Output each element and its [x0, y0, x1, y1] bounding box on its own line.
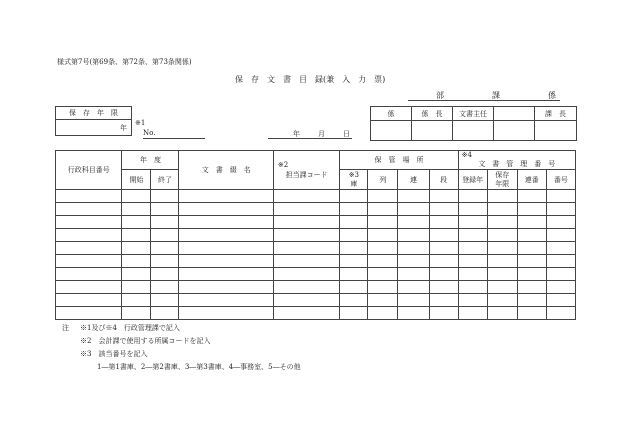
table-cell[interactable] [56, 242, 122, 255]
table-cell[interactable] [429, 307, 458, 320]
table-cell[interactable] [398, 307, 429, 320]
table-cell[interactable] [179, 242, 273, 255]
note-1: ※1及び※4 行政管理課で記入 [80, 324, 180, 332]
table-cell[interactable] [151, 229, 179, 242]
table-cell[interactable] [458, 281, 487, 294]
table-cell[interactable] [429, 229, 458, 242]
table-cell[interactable] [487, 216, 517, 229]
table-cell[interactable] [398, 268, 429, 281]
form-title: 保 存 文 書 目 録(兼 入 力 票) [235, 75, 386, 84]
approval-header-kakari: 係 [371, 107, 412, 121]
table-cell[interactable] [273, 190, 339, 203]
table-cell[interactable] [368, 307, 398, 320]
table-cell[interactable] [340, 216, 368, 229]
header-retention-period-1: 保存 [495, 170, 510, 179]
table-cell[interactable] [487, 268, 517, 281]
table-cell[interactable] [546, 203, 575, 216]
note-2: ※2 会計課で使用する所属コードを記入 [80, 337, 211, 345]
table-cell[interactable] [56, 216, 122, 229]
table-cell[interactable] [179, 229, 273, 242]
approval-header-blank [494, 107, 535, 121]
form-reference: 様式第7号(第69条、第72条、第73条関係) [57, 58, 192, 66]
table-cell[interactable] [398, 190, 429, 203]
no-underline [143, 138, 205, 139]
table-cell[interactable] [151, 294, 179, 307]
table-cell[interactable] [517, 307, 546, 320]
table-row [56, 216, 576, 229]
table-cell[interactable] [458, 242, 487, 255]
table-row [56, 255, 576, 268]
table-cell[interactable] [546, 281, 575, 294]
header-doc-mgmt [458, 151, 575, 170]
table-cell[interactable] [429, 294, 458, 307]
table-cell[interactable] [368, 268, 398, 281]
header-column: 列 [368, 170, 398, 190]
table-cell[interactable] [122, 190, 151, 203]
table-cell[interactable] [273, 229, 339, 242]
table-cell[interactable] [517, 242, 546, 255]
approval-grid [370, 106, 577, 141]
table-cell[interactable] [546, 268, 575, 281]
table-cell[interactable] [122, 242, 151, 255]
table-cell[interactable] [368, 216, 398, 229]
table-cell[interactable] [122, 216, 151, 229]
approval-stamp-kakaricho[interactable] [412, 121, 453, 141]
header-mark-3: ※3 [348, 170, 360, 179]
table-cell[interactable] [398, 294, 429, 307]
table-cell[interactable] [546, 255, 575, 268]
table-cell[interactable] [179, 190, 273, 203]
dept-ka-label: 課 [492, 91, 500, 100]
table-cell[interactable] [458, 255, 487, 268]
table-cell[interactable] [517, 203, 546, 216]
retention-year-cell[interactable] [56, 120, 132, 136]
header-shelf: 連 [398, 170, 429, 190]
table-cell[interactable] [429, 190, 458, 203]
date-day: 日 [343, 130, 350, 138]
date-underline [268, 138, 352, 139]
note-mark-1: ※1 [135, 119, 146, 127]
table-cell[interactable] [487, 229, 517, 242]
table-cell[interactable] [56, 307, 122, 320]
table-cell[interactable] [546, 294, 575, 307]
header-mark-4: ※4 [461, 151, 472, 159]
table-cell[interactable] [368, 294, 398, 307]
dept-bu-label: 部 [436, 91, 444, 100]
table-cell[interactable] [368, 281, 398, 294]
table-cell[interactable] [179, 294, 273, 307]
header-start: 開始 [122, 170, 151, 190]
header-serial: 連番 [517, 170, 546, 190]
table-cell[interactable] [487, 294, 517, 307]
header-reg-year: 登録年 [458, 170, 487, 190]
table-cell[interactable] [56, 190, 122, 203]
table-cell[interactable] [368, 229, 398, 242]
header-subject-code: 行政科目番号 [56, 151, 122, 190]
table-cell[interactable] [487, 255, 517, 268]
header-tier: 段 [429, 170, 458, 190]
no-label: No. [143, 129, 156, 137]
table-cell[interactable] [546, 216, 575, 229]
dept-underline [408, 100, 560, 101]
table-cell[interactable] [368, 242, 398, 255]
table-cell[interactable] [179, 203, 273, 216]
table-cell[interactable] [151, 281, 179, 294]
table-cell[interactable] [151, 190, 179, 203]
table-cell[interactable] [340, 255, 368, 268]
table-cell[interactable] [429, 281, 458, 294]
table-cell[interactable] [458, 268, 487, 281]
table-cell[interactable] [273, 294, 339, 307]
table-cell[interactable] [398, 281, 429, 294]
table-cell[interactable] [273, 216, 339, 229]
table-row [56, 281, 576, 294]
table-cell[interactable] [56, 294, 122, 307]
table-cell[interactable] [517, 229, 546, 242]
header-warehouse [340, 170, 368, 190]
table-row [56, 268, 576, 281]
table-cell[interactable] [273, 268, 339, 281]
table-cell[interactable] [487, 307, 517, 320]
table-cell[interactable] [487, 203, 517, 216]
approval-stamp-blank[interactable] [494, 121, 535, 141]
note-3: ※3 該当番号を記入 [80, 350, 148, 358]
table-cell[interactable] [429, 216, 458, 229]
table-cell[interactable] [122, 229, 151, 242]
table-cell[interactable] [398, 255, 429, 268]
table-cell[interactable] [458, 216, 487, 229]
header-doc-name: 文 書 綴 名 [179, 151, 273, 190]
table-cell[interactable] [398, 216, 429, 229]
document-list-table [55, 150, 576, 320]
table-cell[interactable] [340, 242, 368, 255]
table-cell[interactable] [122, 268, 151, 281]
table-cell[interactable] [151, 203, 179, 216]
note-4: 1―第1書庫、2―第2書庫、3―第3書庫、4―事務室、5―その他 [97, 363, 301, 371]
table-cell[interactable] [340, 281, 368, 294]
header-retention-period-2: 年限 [495, 179, 510, 188]
table-cell[interactable] [429, 203, 458, 216]
table-cell[interactable] [151, 216, 179, 229]
table-row [56, 229, 576, 242]
table-cell[interactable] [517, 281, 546, 294]
table-cell[interactable] [340, 190, 368, 203]
table-cell[interactable] [273, 281, 339, 294]
header-retention-period [487, 170, 517, 190]
table-cell[interactable] [398, 203, 429, 216]
table-cell[interactable] [546, 242, 575, 255]
table-cell[interactable] [487, 190, 517, 203]
table-cell[interactable] [122, 294, 151, 307]
approval-header-kacho: 課 長 [535, 107, 577, 121]
table-cell[interactable] [546, 190, 575, 203]
table-cell[interactable] [151, 242, 179, 255]
header-warehouse-label: 庫 [350, 179, 358, 188]
table-cell[interactable] [151, 268, 179, 281]
table-cell[interactable] [122, 203, 151, 216]
approval-stamp-bunsho-shunin[interactable] [453, 121, 494, 141]
table-cell[interactable] [487, 242, 517, 255]
table-cell[interactable] [273, 307, 339, 320]
retention-label: 保 存 年 限 [56, 107, 132, 120]
approval-header-kakaricho: 係 長 [412, 107, 453, 121]
table-cell[interactable] [340, 229, 368, 242]
table-cell[interactable] [517, 190, 546, 203]
table-cell[interactable] [56, 255, 122, 268]
retention-box [55, 106, 132, 136]
table-cell[interactable] [56, 268, 122, 281]
table-cell[interactable] [429, 268, 458, 281]
table-cell[interactable] [340, 203, 368, 216]
table-cell[interactable] [179, 255, 273, 268]
approval-stamp-kakari[interactable] [371, 121, 412, 141]
table-cell[interactable] [368, 203, 398, 216]
table-cell[interactable] [517, 294, 546, 307]
table-row [56, 203, 576, 216]
table-cell[interactable] [546, 307, 575, 320]
table-cell[interactable] [458, 294, 487, 307]
table-row [56, 307, 576, 320]
table-cell[interactable] [487, 281, 517, 294]
header-charge-code-label: 担当課コード [285, 171, 328, 179]
table-cell[interactable] [56, 203, 122, 216]
approval-header-bunsho-shunin: 文書主任 [453, 107, 494, 121]
table-cell[interactable] [340, 294, 368, 307]
table-cell[interactable] [122, 307, 151, 320]
table-cell[interactable] [368, 190, 398, 203]
table-cell[interactable] [458, 190, 487, 203]
table-row [56, 242, 576, 255]
header-doc-mgmt-label: 文 書 管 理 番 号 [478, 160, 556, 168]
table-cell[interactable] [458, 307, 487, 320]
table-row [56, 294, 576, 307]
table-cell[interactable] [179, 268, 273, 281]
table-cell[interactable] [179, 216, 273, 229]
table-cell[interactable] [517, 268, 546, 281]
table-cell[interactable] [179, 307, 273, 320]
table-cell[interactable] [273, 203, 339, 216]
table-cell[interactable] [517, 255, 546, 268]
table-cell[interactable] [340, 307, 368, 320]
table-cell[interactable] [398, 242, 429, 255]
table-cell[interactable] [546, 229, 575, 242]
dept-kakari-label: 係 [548, 91, 556, 100]
table-cell[interactable] [429, 242, 458, 255]
table-cell[interactable] [151, 307, 179, 320]
table-cell[interactable] [517, 216, 546, 229]
table-cell[interactable] [458, 203, 487, 216]
table-cell[interactable] [56, 281, 122, 294]
retention-year-unit: 年 [120, 123, 127, 132]
date-month: 月 [318, 130, 325, 138]
table-row [56, 190, 576, 203]
header-fiscal-year: 年 度 [122, 151, 179, 170]
table-cell[interactable] [273, 242, 339, 255]
header-charge-code [273, 151, 339, 190]
table-cell[interactable] [122, 281, 151, 294]
table-cell[interactable] [151, 255, 179, 268]
header-end: 終了 [151, 170, 179, 190]
table-cell[interactable] [458, 229, 487, 242]
table-cell[interactable] [429, 255, 458, 268]
notes-lead: 注 [62, 324, 69, 332]
header-mark-2: ※2 [277, 161, 289, 169]
table-cell[interactable] [56, 229, 122, 242]
table-cell[interactable] [368, 255, 398, 268]
approval-stamp-kacho[interactable] [535, 121, 577, 141]
table-cell[interactable] [273, 255, 339, 268]
header-number: 番号 [546, 170, 575, 190]
date-year: 年 [293, 130, 300, 138]
table-cell[interactable] [122, 255, 151, 268]
table-cell[interactable] [398, 229, 429, 242]
table-cell[interactable] [340, 268, 368, 281]
header-storage-location: 保 管 場 所 [340, 151, 458, 170]
table-cell[interactable] [179, 281, 273, 294]
